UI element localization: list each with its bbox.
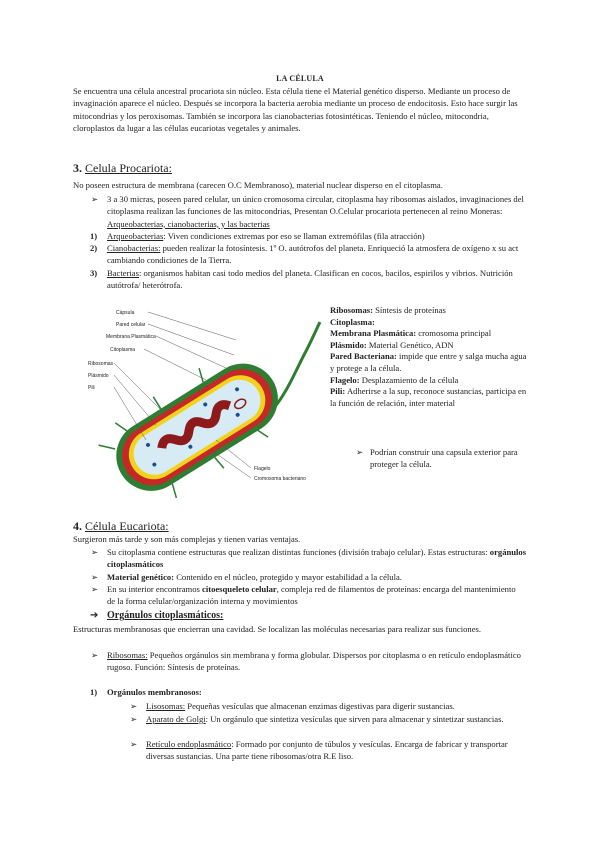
item-term: Cianobacterias:: [107, 243, 161, 253]
organulos-title: Orgánulos citoplasmáticos:: [107, 610, 224, 621]
legend-item: Citoplasma:: [330, 316, 375, 327]
item-cianobacterias: [107, 242, 537, 267]
section-3-title: Celula Procariota:: [85, 161, 172, 175]
figure-label: Pili: [88, 385, 95, 391]
section-4-heading: [73, 519, 169, 533]
figure-label: Citoplasma: [110, 347, 136, 353]
item-number: 3): [90, 268, 98, 278]
arrow-bullet-icon: ➢: [91, 584, 99, 594]
item-text: : organismos habitan casi todo medios del planeta. Clasifican en cocos, bacilos, espirilos y vibrios. Nutrición autótrofa/ heterótrofa.: [107, 268, 513, 291]
figure-label: Cromosoma bacteriano: [254, 476, 306, 482]
section-4-description: Surgieron más tarde y son más complejas y tienen varias ventajas.: [73, 534, 301, 544]
arrow-bullet-icon: ➢: [91, 194, 99, 204]
arrow-bullet-icon: ➢: [130, 714, 138, 724]
membranoso-item: Aparato de Golgi: Un orgánulo que sintetiza vesículas que sirven para almacenar y sintetizar sustancias.: [146, 714, 504, 724]
capsule-note: Podrían construir una capsula exterior para proteger la célula.: [370, 447, 518, 470]
legend-item: Pared Bacteriana: impide que entre y salga mucha agua y protege a la célula.: [330, 351, 527, 373]
membranoso-item: Retículo endoplasmático: Formado por conjunto de túbulos y vesículas. Encarga de fabricar y transportar diversas sustancias. Una parte tiene ribosomas/otra R.E liso.: [146, 739, 508, 762]
ribosomas-item: Ribosomas: Pequeños orgánulos sin membrana y forma globular. Dispersos por citoplasma o en retículo endoplasmático rugoso. Función: Síntesis de proteínas.: [107, 650, 521, 673]
figure-label: Plásmido: [88, 373, 109, 379]
section-4-title: Célula Eucariota:: [85, 519, 169, 533]
legend-item: Ribosomas: Síntesis de proteínas: [330, 305, 446, 315]
intro-paragraph: Se encuentra una célula ancestral procariota sin núcleo. Esta célula tiene el Material genético disperso. Mediante un proceso de invaginación aparece el núcleo. Después se incorpora la bacteria aerobia mediante un proceso de endocitosis. Esto hace surgir las mitocondrias y los peroxisomas. También se incorpora las cianobacterias fotosintéticas. Teniendo el núcleo, mitocondria, cloroplastos da lugar a las células eucariotas vegetales y animales.: [73, 86, 518, 133]
procariota-bullet-underlined: Arqueobacterias, cianobacterias, y las bacterias: [107, 218, 270, 229]
legend-item: Plásmido: Material Genético, ADN: [330, 339, 454, 350]
organulos-description: Estructuras membranosas que encierran una cavidad. Se localizan las moléculas necesarias para realizar sus funciones.: [73, 624, 482, 634]
item-arqueobacterias: [107, 230, 537, 242]
eucariota-bullet-1: Su citoplasma contiene estructuras que realizan distintas funciones (división trabajo celular). Estas estructuras: orgánulos citoplasmáticos: [107, 547, 527, 570]
procariota-bullet: [107, 193, 527, 230]
arrow-bullet-icon: ➢: [91, 650, 99, 660]
legend-item: Pili: Adherirse a la sup, reconoce sustancias, participa en la función de relación, inter material: [330, 386, 527, 408]
eucariota-bullet-3: En su interior encontramos citoesqueleto celular, compleja red de filamentos de proteínas: encarga del mantenimiento de la forma celular/organización interna y movimientos: [107, 584, 516, 607]
page-title: LA CÉLULA: [276, 74, 324, 83]
arrow-bullet-icon: ➢: [130, 701, 138, 711]
item-number: 1): [90, 231, 98, 241]
eucariota-bullet-2: Material genético: Contenido en el núcleo, protegido y mayor estabilidad a la célula.: [107, 572, 402, 582]
flagellum-shape: [272, 322, 320, 410]
item-bacterias: [107, 267, 537, 292]
section-3-number: 3.: [73, 161, 82, 175]
legend-item: Membrana Plasmática: cromosoma principal: [330, 328, 492, 339]
arrow-bullet-icon: ➢: [91, 572, 99, 582]
membranosos-title: Orgánulos membranosos:: [107, 687, 202, 697]
arrow-bullet-icon: ➢: [130, 739, 138, 749]
list-number: 1): [90, 687, 98, 697]
item-term: Bacterias: [107, 268, 139, 278]
figure-label: Flagelo: [254, 466, 271, 472]
item-text: pueden realizar la fotosíntesis. 1º O. autótrofos del planeta. Enriqueció la atmosfera de oxígeno x su act cambiando condiciones de la Tierra.: [107, 243, 519, 266]
figure-label: Ribosomas: [88, 361, 114, 367]
section-4-number: 4.: [73, 519, 82, 533]
figure-label: Pared celular: [116, 322, 146, 328]
item-term: Arqueobacterias: [107, 231, 164, 241]
item-number: 2): [90, 243, 98, 253]
item-text: : Viven condiciones extremas por eso se llaman extremófilas (fila atracción): [163, 231, 425, 241]
legend-item: Flagelo: Desplazamiento de la célula: [330, 374, 459, 385]
figure-label: Membrana Plasmática: [106, 334, 156, 340]
arrow-bullet-icon: ➢: [356, 447, 364, 457]
membranoso-item: Lisosomas: Pequeñas vesículas que almacenan enzimas digestivas para digerir sustancias.: [146, 701, 455, 711]
procariota-bullet-text: 3 a 30 micras, poseen pared celular, un único cromosoma circular, citoplasma hay ribosomas aislados, invaginaciones del citoplasma realizan las funciones de las mitocondrias, Presentan O.Celular procariota pertenecen al reino Moneras:: [107, 194, 524, 217]
bacterium-diagram: [86, 300, 322, 512]
right-arrow-icon: ➔: [90, 610, 99, 621]
arrow-bullet-icon: ➢: [91, 547, 99, 557]
figure-label: Cápsula: [116, 310, 135, 316]
section-3-heading: [73, 161, 172, 175]
bacterium-legend: [330, 305, 530, 409]
section-3-description: No poseen estructura de membrana (carecen O.C Membranoso), material nuclear disperso en el citoplasma.: [73, 180, 443, 190]
